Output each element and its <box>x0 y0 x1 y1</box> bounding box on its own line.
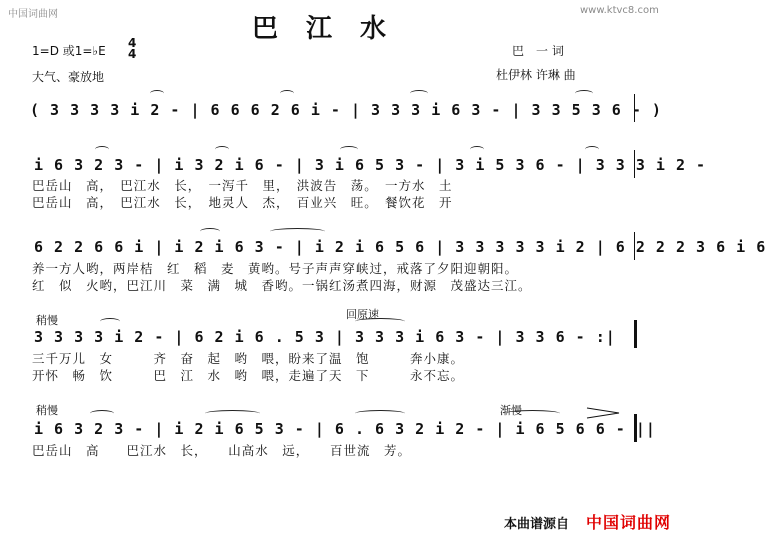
slur <box>90 410 114 417</box>
slur <box>340 146 358 153</box>
watermark-right: www.ktvc8.com <box>580 5 659 16</box>
key-signature: 1=D 或1=♭E <box>32 44 106 58</box>
tempo-mark-slow-2: 稍慢 <box>36 404 58 417</box>
slur <box>575 90 593 97</box>
slur <box>410 90 428 97</box>
slur <box>215 146 229 153</box>
slur <box>200 228 220 235</box>
lyrics-row-3-verse-2: 红 似 火哟，巴江川 菜 满 城 香哟。一锅红汤煮四海，财源 茂盛达三江。 <box>32 278 532 293</box>
lyricist-credit: 巴 一 词 <box>512 44 564 58</box>
expression-mark: 大气、豪放地 <box>32 70 105 84</box>
barline <box>634 150 635 178</box>
barline <box>634 232 635 260</box>
slur <box>100 318 120 325</box>
slur <box>585 146 599 153</box>
slur <box>470 146 484 153</box>
slur <box>280 90 294 97</box>
watermark-left: 中国词曲网 <box>8 9 58 20</box>
slur <box>150 90 164 97</box>
barline <box>634 94 635 122</box>
time-signature-top: 4 <box>128 36 137 50</box>
time-signature <box>128 38 136 60</box>
lyrics-row-2-verse-2: 巴岳山 高， 巴江水 长， 地灵人 杰， 百业兴 旺。 餐饮花 开 <box>32 195 453 210</box>
composer-credit: 杜伊林 许琳 曲 <box>496 68 576 82</box>
slur <box>205 410 260 417</box>
notation-row-1: ( 3 3 3 3 i 2 - | 6 6 6 2 6 i - | 3 3 3 i 6 3 - | 3 3 5 3 6 - ) <box>30 101 662 119</box>
final-barline <box>634 414 637 442</box>
lyrics-row-4-verse-1: 三千万儿 女 齐 奋 起 哟 喂，盼来了温 饱 奔小康。 <box>32 351 465 366</box>
lyrics-row-3-verse-1: 养一方人哟，两岸桔 红 稻 麦 黄哟。号子声声穿峡过，戒落了夕阳迎朝阳。 <box>32 261 519 276</box>
notation-row-2: i 6 3 2 3 - | i 3 2 i 6 - | 3 i 6 5 3 - | 3 i 5 3 6 - | 3 3 3 i 2 - <box>34 156 707 174</box>
lyrics-row-4-verse-2: 开怀 畅 饮 巴 江 水 哟 喂，走遍了天 下 永不忘。 <box>32 368 465 383</box>
slur <box>270 228 325 235</box>
tempo-mark-a-tempo: 回原速 <box>346 308 379 321</box>
footer-source-label: 本曲谱源自 <box>504 517 570 532</box>
time-signature-bottom: 4 <box>128 47 137 61</box>
slur <box>355 318 405 325</box>
slur <box>355 410 405 417</box>
lyrics-row-2-verse-1: 巴岳山 高， 巴江水 长， 一泻千 里， 洪波告 荡。 一方水 土 <box>32 178 453 193</box>
tempo-mark-ritardando: 渐慢 <box>500 404 522 417</box>
repeat-barline <box>634 320 637 348</box>
notation-row-3: 6 2 2 6 6 i | i 2 i 6 3 - | i 2 i 6 5 6 | 3 3 3 3 3 i 2 | 6 2 2 2 3 6 i 6 <box>34 238 766 256</box>
lyrics-row-5-verse-1: 巴岳山 高 巴江水 长， 山高水 远， 百世流 芳。 <box>32 443 412 458</box>
notation-row-4: 3 3 3 3 i 2 - | 6 2 i 6 . 5 3 | 3 3 3 i 6 3 - | 3 3 6 - :| <box>34 328 616 346</box>
slur <box>505 410 560 417</box>
slur <box>95 146 109 153</box>
song-title: 巴江水 <box>252 14 415 44</box>
footer-source-site: 中国词曲网 <box>586 513 672 532</box>
tempo-mark-slow: 稍慢 <box>36 314 58 327</box>
notation-row-5: i 6 3 2 3 - | i 2 i 6 5 3 - | 6 . 6 3 2 i 2 - | i 6 5 6 6 - || <box>34 420 656 438</box>
